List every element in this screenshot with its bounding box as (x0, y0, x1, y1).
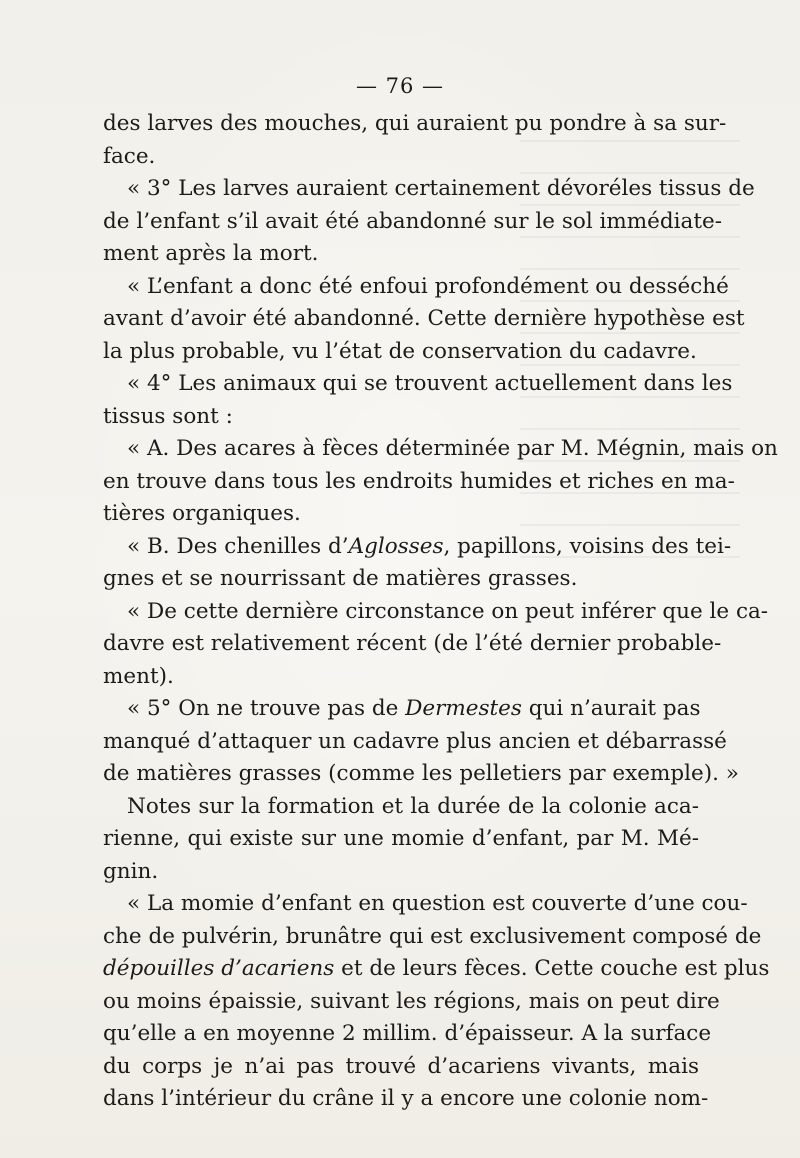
text-segment: « 5° On ne trouve pas de (127, 696, 406, 721)
text-segment: ou moins épaissie, suivant les régions, mais on peut dire (103, 988, 720, 1014)
text-segment: de l’enfant s’il avait été abandonné sur le sol immédiate- (103, 208, 722, 234)
text-segment: « A. Des acares à fèces déterminée par M. Mégnin, mais on (127, 436, 778, 461)
text-line (103, 953, 770, 986)
text-line (103, 596, 769, 629)
text-segment: rienne, qui existe sur une momie d’enfant, par M. Mé- (103, 826, 699, 851)
text-segment: qu’elle a en moyenne 2 millim. d’épaisseur. A la surface (103, 1021, 712, 1046)
text-segment: davre est relativement récent (de l’été dernier probable- (103, 631, 722, 656)
text-line (103, 336, 699, 369)
text-line (103, 1051, 699, 1084)
text-segment: avant d’avoir été abandonné. Cette dernière hypothèse est (103, 306, 745, 331)
text-segment: dans l’intérieur du crâne il y a encore une colonie nom- (103, 1086, 709, 1111)
text-line (103, 531, 732, 564)
text-segment: gnes et se nourrissant de matières grasses. (103, 566, 578, 591)
page-number: — 76 — (355, 74, 445, 98)
text-line (103, 921, 762, 954)
text-segment: Notes sur la formation et la durée de la colonie aca- (127, 793, 699, 819)
text-line (103, 466, 735, 499)
text-segment: « 4° Les animaux qui se trouvent actuellement dans les (127, 371, 733, 396)
text-line (103, 401, 699, 434)
text-line (103, 141, 699, 174)
italic-term: Aglosses (348, 533, 444, 559)
text-line (103, 271, 729, 304)
text-line (103, 303, 745, 336)
text-line (103, 986, 720, 1019)
text-line (103, 888, 748, 921)
text-line (103, 368, 733, 401)
text-line (103, 791, 699, 824)
text-line (103, 433, 778, 466)
text-line (103, 1083, 709, 1116)
body-text (103, 108, 778, 1116)
text-line (103, 1018, 712, 1051)
text-segment: « L’enfant a donc été enfoui profondément ou desséché (127, 273, 729, 299)
text-segment: che de pulvérin, brunâtre qui est exclusivement composé de (103, 923, 762, 949)
text-line (103, 108, 727, 141)
text-segment: tières organiques. (103, 501, 301, 526)
text-line (103, 238, 699, 271)
text-line (103, 758, 739, 791)
text-segment: et de leurs fèces. Cette couche est plus (334, 956, 770, 981)
text-line (103, 498, 699, 531)
text-segment: de matières grasses (comme les pelletiers par exemple). » (103, 761, 739, 786)
text-segment: « B. Des chenilles d’ (127, 533, 349, 559)
text-line (103, 173, 755, 206)
text-line (103, 823, 699, 856)
text-segment: du corps je n’ai pas trouvé d’acariens vivants, mais (103, 1053, 699, 1079)
text-segment: , papillons, voisins des tei- (443, 533, 732, 559)
text-segment: la plus probable, vu l’état de conservation du cadavre. (103, 338, 697, 364)
italic-term: Dermestes (405, 696, 522, 721)
text-segment: gnin. (103, 858, 159, 884)
text-line (103, 726, 727, 759)
text-segment: qui n’aurait pas (521, 696, 701, 721)
italic-term: dépouilles d’acariens (103, 956, 335, 981)
text-segment: « La momie d’enfant en question est couverte d’une cou- (127, 891, 748, 916)
text-line (103, 563, 699, 596)
text-segment: tissus sont : (103, 403, 233, 429)
text-segment: des larves des mouches, qui auraient pu pondre à sa sur- (103, 111, 727, 136)
text-segment: « 3° Les larves auraient certainement dévoréles tissus de (127, 176, 755, 201)
text-segment: en trouve dans tous les endroits humides et riches en ma- (103, 468, 735, 494)
text-segment: ment après la mort. (103, 241, 319, 266)
text-segment: face. (103, 143, 156, 169)
text-line (103, 206, 722, 239)
text-segment: manqué d’attaquer un cadavre plus ancien et débarrassé (103, 728, 727, 754)
text-line (103, 661, 699, 694)
text-line (103, 693, 699, 726)
text-segment: « De cette dernière circonstance on peut inférer que le ca- (127, 598, 769, 624)
text-line (103, 856, 699, 889)
text-line (103, 628, 722, 661)
text-segment: ment). (103, 663, 174, 689)
